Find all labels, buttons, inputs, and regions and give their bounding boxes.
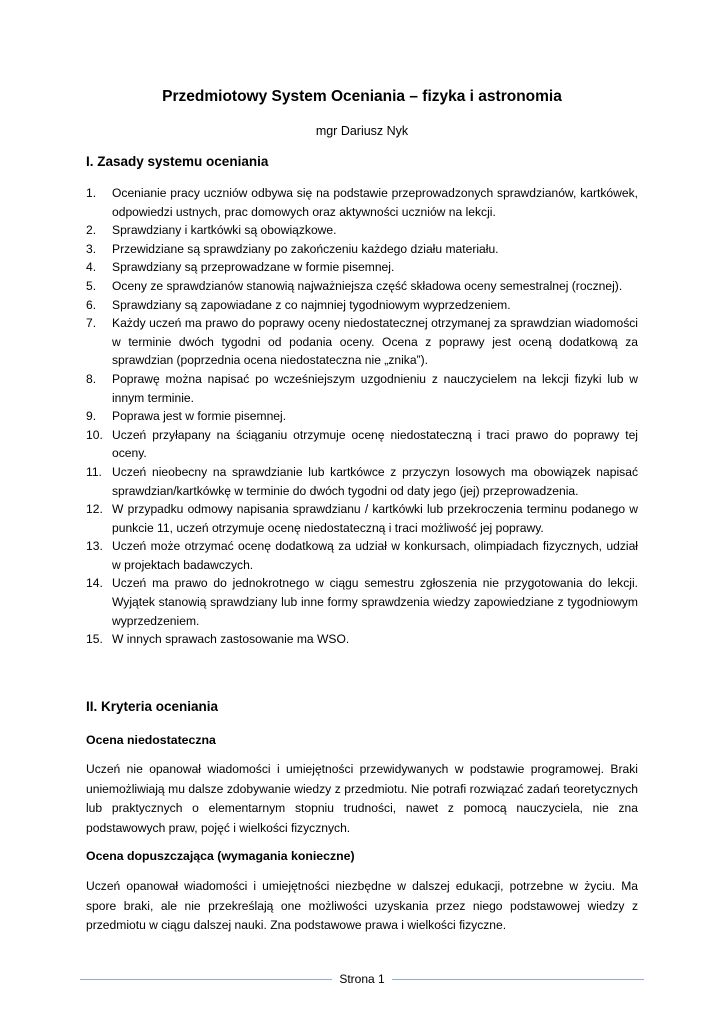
list-item-text: W innych sprawach zastosowanie ma WSO.	[112, 632, 350, 647]
list-item-text: Każdy uczeń ma prawo do poprawy oceny niedostatecznej otrzymanej za sprawdzian wiadomości w terminie dwóch tygodni od podania oceny. Ocena z poprawy jest oceną dodatkową za sprawdzian (poprzednia ocena niedostateczna nie „znika”).	[112, 316, 638, 368]
list-item-number: 12.	[86, 502, 103, 517]
list-item-text: Sprawdziany są przeprowadzane w formie pisemnej.	[112, 260, 395, 275]
list-item	[86, 463, 638, 500]
list-item-text: Uczeń nieobecny na sprawdzianie lub kartkówce z przyczyn losowych ma obowiązek napisać sprawdzian/kartkówkę w terminie do dwóch tygodni od daty jego (jej) przeprowadzenia.	[112, 464, 638, 498]
list-item	[86, 240, 638, 259]
document-title: Przedmiotowy System Oceniania – fizyka i astronomia	[162, 88, 562, 105]
list-item	[86, 630, 638, 649]
section-heading-zasady: I. Zasady systemu oceniania	[86, 154, 269, 169]
list-item-text: Przewidziane są sprawdziany po zakończeniu każdego działu materiału.	[112, 241, 499, 256]
list-item-text: Uczeń może otrzymać ocenę dodatkową za udział w konkursach, olimpiadach fizycznych, udział w projektach badawczych.	[112, 539, 638, 572]
list-item-number: 6.	[86, 297, 97, 312]
list-item-number: 8.	[86, 371, 97, 386]
paragraph-dopuszczajaca: Uczeń opanował wiadomości i umiejętności niezbędne w dalszej edukacji, potrzebne w życiu. Ma spore braki, ale nie przekreślają one możliwości uzyskania przez niego podstawowej wiedzy z przedmiotu w ciągu dalszej nauki. Zna podstawowe prawa i wielkości fizyczne.	[86, 879, 638, 933]
list-item-text: Oceny ze sprawdzianów stanowią najważniejsza część składowa oceny semestralnej (rocznej).	[112, 278, 623, 293]
list-item	[86, 277, 638, 296]
footer-divider-right	[392, 979, 644, 980]
list-item	[86, 296, 638, 315]
list-item-number: 3.	[86, 241, 97, 256]
list-item-number: 14.	[86, 576, 103, 591]
list-item	[86, 221, 638, 240]
list-item-number: 10.	[86, 427, 103, 442]
subheading-dopuszczajaca: Ocena dopuszczająca (wymagania konieczne)	[86, 849, 355, 863]
list-item-number: 11.	[86, 464, 102, 479]
list-item-number: 2.	[86, 223, 97, 238]
list-item	[86, 258, 638, 277]
list-item	[86, 407, 638, 426]
list-item-number: 1.	[86, 186, 97, 200]
list-item-text: W przypadku odmowy napisania sprawdzianu / kartkówki lub przekroczenia terminu podanego w punkcie 11, uczeń otrzymuje ocenę niedostateczną i traci możliwość jej poprawy.	[112, 502, 638, 535]
list-item	[86, 537, 638, 574]
list-item-text: Sprawdziany i kartkówki są obowiązkowe.	[112, 223, 337, 238]
list-item	[86, 574, 638, 630]
list-item-number: 5.	[86, 278, 97, 293]
list-item	[86, 500, 638, 537]
list-item-text: Poprawę można napisać po wcześniejszym uzgodnieniu z nauczycielem na lekcji fizyki lub w innym terminie.	[112, 371, 638, 405]
list-item	[86, 370, 638, 407]
subheading-niedostateczna: Ocena niedostateczna	[86, 733, 216, 747]
list-item-number: 9.	[86, 409, 97, 424]
footer-divider-left	[80, 979, 332, 980]
list-item-text: Uczeń przyłapany na ściąganiu otrzymuje ocenę niedostateczną i traci prawo do poprawy tej oceny.	[112, 427, 638, 461]
list-item-number: 15.	[86, 632, 103, 647]
list-item-text: Poprawa jest w formie pisemnej.	[112, 409, 287, 424]
list-item-number: 7.	[86, 316, 97, 331]
page-number: Strona 1	[339, 972, 385, 986]
list-item	[86, 426, 638, 463]
list-item	[86, 314, 638, 370]
list-item-text: Uczeń ma prawo do jednokrotnego w ciągu semestru zgłoszenia nie przygotowania do lekcji. Wyjątek stanowią sprawdziany lub inne formy sprawdzenia wiedzy zapowiedziane z tygodniowym wyprzedzeniem.	[112, 576, 638, 628]
list-item-text: Sprawdziany są zapowiadane z co najmniej tygodniowym wyprzedzeniem.	[112, 297, 511, 312]
list-item-number: 4.	[86, 260, 97, 275]
list-item	[86, 184, 638, 221]
paragraph-niedostateczna: Uczeń nie opanował wiadomości i umiejętności przewidywanych w podstawie programowej. Braki uniemożliwiają mu dalsze zdobywanie wiedzy z przedmiotu. Nie potrafi rozwiązać zadań teoretycznych lub praktycznych o elementarnym stopniu trudności, nawet z pomocą nauczyciela, nie zna podstawowych praw, pojęć i wielkości fizycznych.	[86, 762, 638, 835]
document-author: mgr Dariusz Nyk	[315, 124, 409, 138]
section-heading-kryteria: II. Kryteria oceniania	[86, 699, 219, 714]
rules-list	[86, 184, 638, 649]
list-item-number: 13.	[86, 539, 103, 554]
list-item-text: Ocenianie pracy uczniów odbywa się na podstawie przeprowadzonych sprawdzianów, kartkówek, odpowiedzi ustnych, prac domowych oraz aktywności uczniów na lekcji.	[112, 186, 638, 219]
